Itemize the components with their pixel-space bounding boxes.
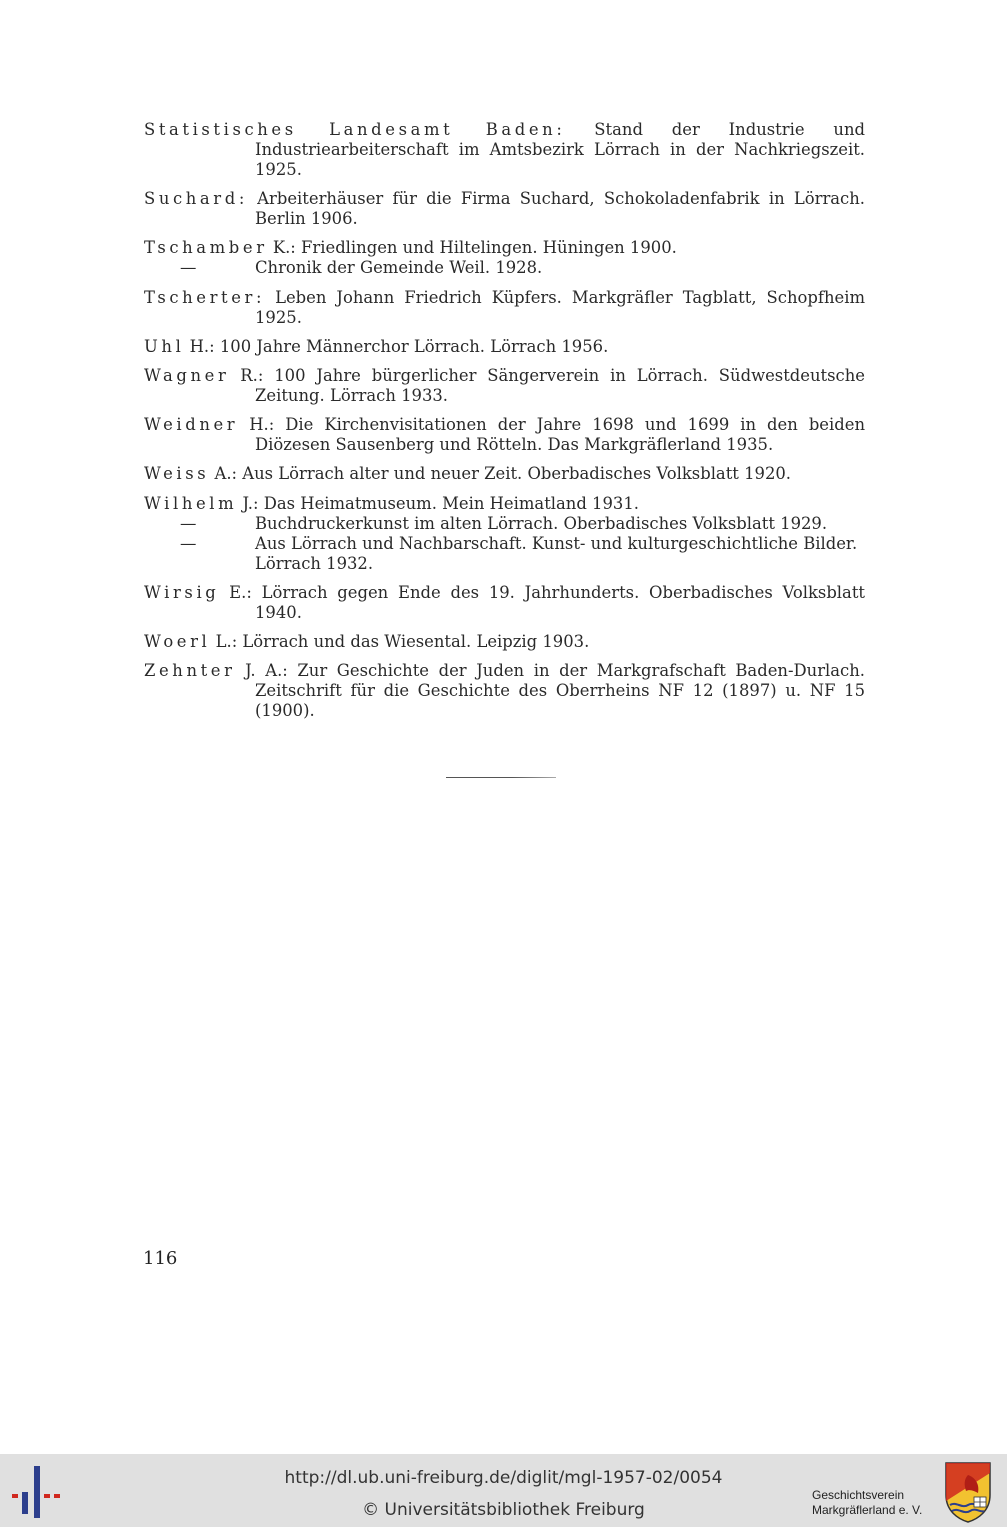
entry-text: Leben Johann Friedrich Küpfers. Markgräfler Tagblatt, Schopfheim 1925. [255,287,865,327]
entry-author: Suchard: [144,189,248,209]
entry-text: L.: Lörrach und das Wiesental. Leipzig 1903. [210,631,590,651]
bibliography-entry [144,632,865,652]
bibliography-entry [144,583,865,623]
entry-text: E.: Lörrach gegen Ende des 19. Jahrhunderts. Oberbadisches Volksblatt 1940. [219,582,865,622]
entry-author: Zehnter [144,661,236,681]
publisher-line-1: Geschichtsverein [812,1488,905,1502]
coat-of-arms-icon [944,1461,992,1523]
bibliography-entry [144,661,865,721]
entry-text: Arbeiterhäuser für die Firma Suchard, Schokoladenfabrik in Lörrach. Berlin 1906. [247,189,865,229]
entry-text: R.: 100 Jahre bürgerlicher Sängerverein in Lörrach. Südwestdeutsche Zeitung. Lörrach 1933. [229,365,865,405]
bibliography-list [144,120,865,730]
entry-author: Wilhelm [144,493,238,513]
sub-entry-text: Chronik der Gemeinde Weil. 1928. [255,258,543,278]
bibliography-sub-entry [144,534,865,574]
bibliography-entry [144,189,865,229]
bibliography-entry [144,120,865,180]
bibliography-entry [144,288,865,328]
copyright-notice: © Universitätsbibliothek Freiburg [362,1500,645,1520]
entry-text: J. A.: Zur Geschichte der Juden in der Markgrafschaft Baden-Durlach. Zeitschrift für die Geschichte des Oberrheins NF 12 (1897) u. NF 15 (1900). [235,661,865,721]
entry-text: A.: Aus Lörrach alter und neuer Zeit. Oberbadisches Volksblatt 1920. [209,464,792,484]
entry-author: Woerl [144,631,211,651]
bibliography-sub-entry [144,258,865,278]
entry-author: Tscherter: [144,287,266,307]
entry-text: Stand der Industrie und Industriearbeiterschaft im Amtsbezirk Lörrach in der Nachkriegszeit. 1925. [255,120,865,179]
sub-entry-group [144,258,865,278]
entry-text: H.: Die Kirchenvisitationen der Jahre 1698 und 1699 in den beiden Diözesen Sausenberg und Rötteln. Das Markgräflerland 1935. [238,415,865,455]
page-number: 116 [143,1248,178,1269]
entry-author: Statistisches Landesamt Baden: [144,120,566,139]
footer-bar [0,1454,1007,1527]
entry-text: K.: Friedlingen und Hiltelingen. Hüningen 1900. [267,238,677,258]
entry-author: Weidner [144,415,239,435]
bibliography-entry [144,464,865,484]
sub-entry-group [144,514,865,574]
entry-author: Wirsig [144,582,220,602]
bibliography-entry [144,238,865,258]
bibliography-entry [144,494,865,514]
document-url-link[interactable]: http://dl.ub.uni-freiburg.de/diglit/mgl-1957-02/0054 [284,1468,723,1488]
bibliography-entry [144,415,865,455]
ditto-dash: — [180,258,197,278]
publisher-name [812,1488,922,1518]
bibliography-entry [144,366,865,406]
entry-text: H.: 100 Jahre Männerchor Lörrach. Lörrach 1956. [184,336,609,356]
ditto-dash: — [180,513,197,533]
ditto-dash: — [180,533,197,553]
sub-entry-text: Buchdruckerkunst im alten Lörrach. Oberbadisches Volksblatt 1929. [255,513,828,533]
entry-author: Wagner [144,365,230,385]
sub-entry-text: Aus Lörrach und Nachbarschaft. Kunst- und kulturgeschichtliche Bilder. Lörrach 1932. [255,533,858,573]
entry-text: J.: Das Heimatmuseum. Mein Heimatland 1931. [237,493,639,513]
bibliography-sub-entry [144,514,865,534]
section-divider [446,777,556,778]
entry-author: Uhl [144,336,185,356]
entry-author: Weiss [144,464,210,484]
publisher-line-2: Markgräflerland e. V. [812,1503,923,1517]
bibliography-entry [144,337,865,357]
entry-author: Tschamber [144,238,268,258]
